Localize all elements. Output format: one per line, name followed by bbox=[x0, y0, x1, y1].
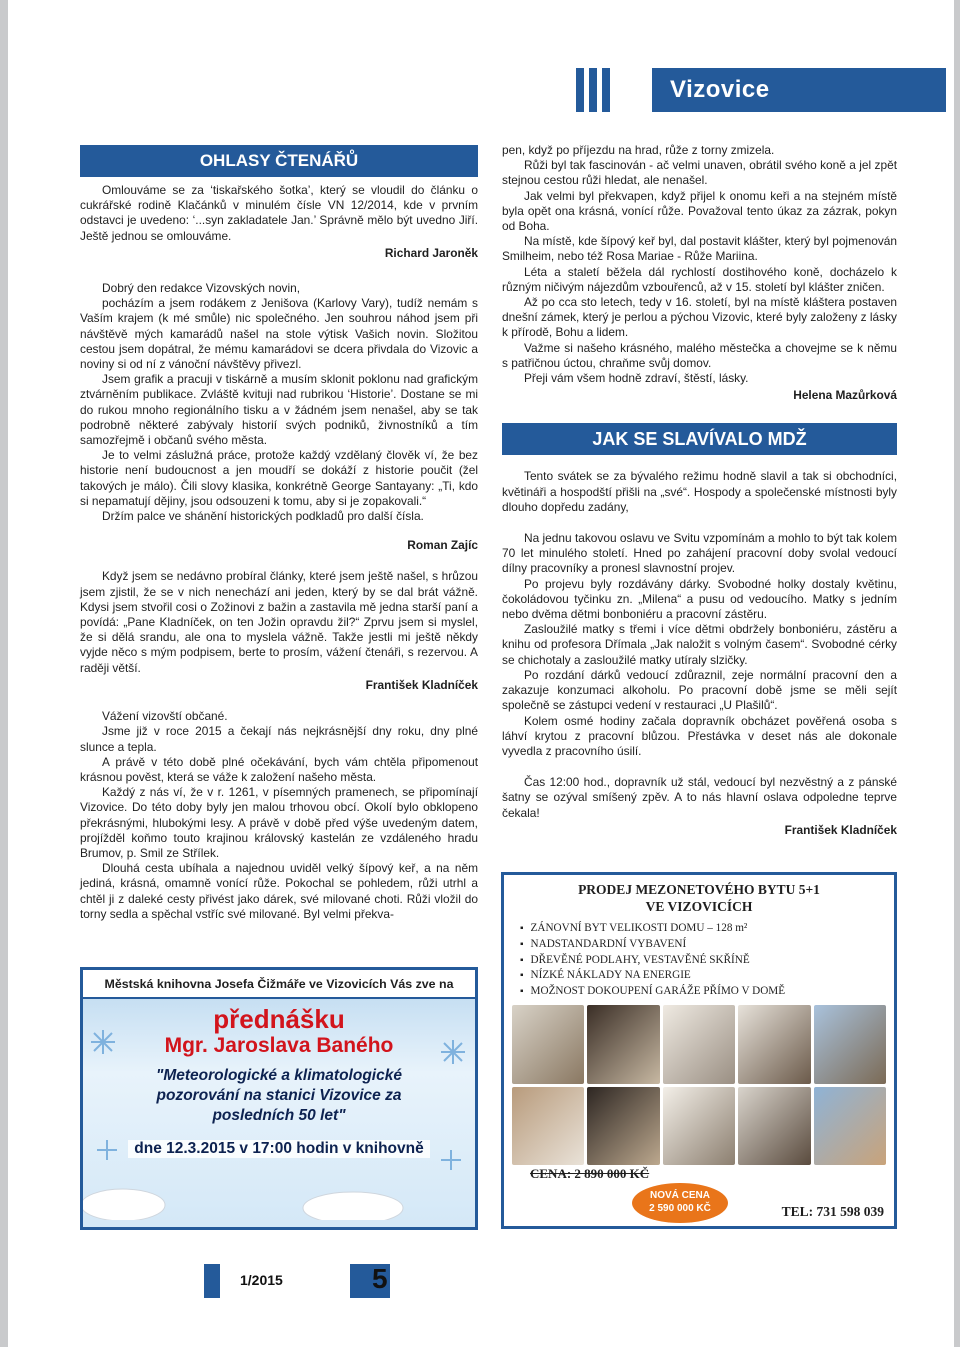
list-item: ▪ MOŽNOST DOKOUPENÍ GARÁŽE PŘÍMO V DOMĚ bbox=[520, 984, 894, 1000]
legend-paragraph: Růži byl tak fascinován - ač velmi unaven, obrátil svého koně a jel zpět stejnou cestou růži hledat, ale nenašel. bbox=[502, 158, 897, 188]
legend-paragraph: Jak velmi byl překvapen, když přijel k onomu keři a na stejném místě byla opět ona krásná, vonící růže. Považoval tento úkaz za zázrak, pokyn od Boha. bbox=[502, 188, 897, 234]
letters-paragraph: Když jsem se nedávno probíral články, které jsem ještě našel, s hrůzou jsem zjistil, že se v nich nenechází ani jeden, který by se dal brát vážně. Kdysi jsem stvořil cosi o Zožinovi z bažin a zastavila mě jedna starší paní a povídá: „Pane Kladníček, on ten Jožin opravdu žil?“ Zprvu jsem si myslel, že si dělá srandu, ale ona to myslela vážně. Takže jestli mi ještě někdy vyjde něco s mým podpisem, berte to prosím, vážení čtenáři, s rezervou. A raději větší. bbox=[80, 569, 478, 675]
letters-paragraph: Držím palce ve shánění historických podkladů pro další čísla. bbox=[102, 509, 424, 524]
header-bars bbox=[576, 68, 610, 112]
lecture-poster bbox=[80, 967, 478, 1230]
photo bbox=[587, 1087, 659, 1166]
poster-title-1: "Meteorologické a klimatologické bbox=[156, 1067, 402, 1084]
poster-line-2: Mgr. Jaroslava Baného bbox=[164, 1034, 394, 1057]
poster-invite: Městská knihovna Josefa Čižmáře ve Vizovicích Vás zve na bbox=[83, 970, 475, 999]
letters-paragraph: Dlouhá cesta ubíhala a najednou uviděl velký šípový keř, a na něm jediná, krásná, omamně vonící růže. Pokochal se pohledem, růži utrhl a chtěl ji z daleké cesty přivést jako dárek, své milované choti. Růži vložil do torny sedla a spěchal vstříc své milované. Byl velmi překva- bbox=[80, 861, 478, 921]
letters-paragraph: Omlouváme se za ‘tiskařského šotka’, který se vloudil do článku o cukrářské rodině Klačánků v minulém čísle VN 12/2014, kde v prvním odstavci je uvedeno: ‘...syn zakladatele Jan.’ Správně mělo být uvedno Jiří. Ještě jednou se omlouváme. bbox=[80, 183, 478, 243]
photo bbox=[738, 1005, 810, 1084]
new-price-value: 2 590 000 KČ bbox=[649, 1203, 711, 1214]
letters-paragraph: Je to velmi záslužná práce, protože každý vzdělaný člověk ví, že bez historie není budoucnost a jen moudří se dokáží z historie poučit (žel takových je málo). Čili slovy klasika, konkrétně George Santayany: „Ti, kdo si nepamatují dějiny, jsou odsouzeni k tomu, aby si je zopakovali.“ bbox=[80, 448, 478, 508]
legend-paragraph: Léta a staletí běžela dál rychlostí dostihového koně, docházelo k různým ničivým nájezdům vzbouřenců, až v 15. století byl klášter zničen. bbox=[502, 264, 897, 294]
mdz-paragraph: Zasloužilé matky s třemi i více dětmi obdržely bonboniéru, zástěru a knihu od profesora Dřímala „Jak naložit s volným časem“. Svobodné cérky se chichotaly a zasloužilé matky utíraly slzičky. bbox=[502, 622, 897, 667]
photo bbox=[663, 1005, 735, 1084]
photo bbox=[512, 1005, 584, 1084]
legend-paragraph: pen, když po příjezdu na hrad, růže z torny zmizela. bbox=[502, 143, 775, 157]
letters-paragraph: Vážení vizovští občané. bbox=[102, 709, 228, 724]
footer-issue bbox=[204, 1264, 390, 1298]
poster-title-2: pozorování na stanici Vizovice za bbox=[156, 1087, 402, 1104]
page-number: 5 bbox=[372, 1263, 388, 1294]
snowflake-decor bbox=[83, 1000, 475, 1220]
letters-paragraph: Dobrý den redakce Vizovských novin, bbox=[102, 281, 301, 296]
signature: František Kladníček bbox=[784, 822, 897, 837]
signature: František Kladníček bbox=[365, 677, 478, 692]
photo bbox=[512, 1087, 584, 1166]
letters-title: OHLASY ČTENÁŘŮ bbox=[80, 145, 478, 177]
signature: Roman Zajíc bbox=[407, 538, 478, 553]
legend-paragraph: Až po cca sto letech, tedy v 16. století, byl na místě kláštera postaven dnešní zámek, který je perlou a pýchou Vizovic, které byly založeny z lásky k přírodě, Bohu a lidem. bbox=[502, 295, 897, 340]
list-item: ▪ NADSTANDARDNÍ VYBAVENÍ bbox=[520, 937, 894, 953]
ad-title-1: PRODEJ MEZONETOVÉHO BYTU 5+1 bbox=[578, 882, 820, 897]
section-header: Vizovice bbox=[652, 68, 946, 112]
mdz-paragraph: Po rozdání dárků vedoucí zdůraznil, zeje normální pracovní den a zakazuje konzumaci alkoholu. Po pracovní době jsme se měli sejít společně se zástupci vedení v restauraci „U Plašilů“. bbox=[502, 667, 897, 713]
photo bbox=[814, 1005, 886, 1084]
list-item: ▪ NÍZKÉ NÁKLADY NA ENERGIE bbox=[520, 968, 894, 984]
ad-title-2: VE VIZOVICÍCH bbox=[645, 899, 753, 914]
mdz-paragraph: Na jednu takovou oslavu ve Svitu vzpomínám a mohlo to být tak kolem 70 let minulého století. Hned po zahájení pracovní doby svolal vedoucí dílny pracovníky a pronesl slavnostní projev. bbox=[502, 531, 897, 576]
right-column bbox=[502, 143, 897, 842]
photo bbox=[587, 1005, 659, 1084]
mdz-paragraph: Kolem osmé hodiny začala dopravník obcházet pověřená osoba s láhví krytou z pracovní blůzou. Přestávka v deset nás ale dokonale vyvedla z pracovního úsilí. bbox=[502, 713, 897, 758]
legend-paragraph: Přeji vám všem hodně zdraví, štěstí, lásky. bbox=[524, 371, 749, 386]
letters-paragraph: Jsme již v roce 2015 a čekají nás nejkrásnější dny roku, dny plné slunce a tepla. bbox=[80, 724, 478, 754]
mdz-paragraph: Čas 12:00 hod., dopravník už stál, vedoucí byl nezvěstný a z pánské šatny se ozýval smíšený zpěv. A to nás hlavní oslava odpoledne teprve čekala! bbox=[502, 775, 897, 820]
old-price: CENA: 2 890 000 KČ bbox=[530, 1166, 650, 1181]
poster-line-1: přednášku bbox=[213, 1004, 345, 1034]
apartment-photos bbox=[512, 1005, 886, 1165]
apartment-ad bbox=[501, 872, 897, 1229]
legend-paragraph: Važme si našeho krásného, malého městečka a chovejme se k němu s patřičnou úctou, chraňme svůj domov. bbox=[502, 340, 897, 370]
new-price-badge bbox=[632, 1183, 728, 1223]
letters-paragraph: A právě v této době plné očekávání, bych vám chtěla připomenout krásnou pověst, která se váže k založení našeho města. bbox=[80, 754, 478, 784]
new-price-label: NOVÁ CENA bbox=[649, 1190, 710, 1201]
legend-paragraph: Na místě, kde šípový keř byl, dal postavit klášter, který byl pojmenován Smilheim, nebo též Rosa Mariae - Růže Mariina. bbox=[502, 234, 897, 264]
page bbox=[8, 0, 954, 1347]
mdz-paragraph: Tento svátek se za bývalého režimu hodně slavil a tak si obchodníci, květináři a hospodští přišli na „své“. Hospody a společenské místnosti byly dlouho dopředu zadány, bbox=[502, 469, 897, 514]
photo bbox=[738, 1087, 810, 1166]
issue-number: 1/2015 bbox=[240, 1272, 283, 1288]
mdz-paragraph: Po projevu byly rozdávány dárky. Svobodné holky dostaly květinu, čokoládovou tyčinku zn. „Milena“ a pusu od vedoucího. Matky s jedním nebo dvěma dětmi bonboniéru a pracovní zástěru. bbox=[502, 576, 897, 622]
poster-title-3: posledních 50 let" bbox=[212, 1107, 346, 1124]
letters-paragraph: Jsem grafik a pracuji v tiskárně a musím sklonit poklonu nad grafickým ztvárněním publikace. Zvláště kvituji nad rubrikou ‘Historie’. Dostane se mi do rukou mnoho regionálního tisku a v žádném jsem nenašel, aby se tak podrobně některé zabývaly historií svých podniků, živnostníků a tím samozřejmě i občanů svého města. bbox=[80, 372, 478, 448]
poster-date: dne 12.3.2015 v 17:00 hodin v knihovně bbox=[128, 1140, 429, 1158]
ad-features bbox=[504, 915, 894, 1000]
ad-phone: TEL: 731 598 039 bbox=[781, 1204, 884, 1219]
photo bbox=[814, 1087, 886, 1166]
signature: Helena Mazůrková bbox=[793, 388, 897, 403]
mdz-title: JAK SE SLAVÍVALO MDŽ bbox=[502, 423, 897, 455]
list-item: ▪ ZÁNOVNÍ BYT VELIKOSTI DOMU – 128 m² bbox=[520, 921, 894, 937]
letters-paragraph: pocházím a jsem rodákem z Jenišova (Karlovy Vary), tudíž nemám s Vaším krajem (k mé smůle) nic společného. Jen souhrou náhod jsem při návštěvě mých kamarádů našel na stole výtisk Vašich novin. Složitou cestou jsem dopátral, že mému kamarádovi se dcera přivdala do Vizovic a noviny si od ní z vánoční návštěvy přivezl. bbox=[80, 296, 478, 372]
signature: Richard Jaroněk bbox=[384, 245, 478, 260]
list-item: ▪ DŘEVĚNÉ PODLAHY, VESTAVĚNÉ SKŘÍNĚ bbox=[520, 953, 894, 969]
letters-paragraph: Každý z nás ví, že v r. 1261, v písemných pramenech, se připomínají Vizovice. Do této doby byly jen malou trhovou obcí. Okolí bylo obklopeno překrásnými, hlubokými lesy. A právě v době před výše uvedeným datem, projížděl koňmo touto krajinou královský kastelán ze vzdáleného hradu Brumov, p. Smil ze Střílek. bbox=[80, 785, 478, 860]
letters-column bbox=[80, 145, 478, 922]
photo bbox=[663, 1087, 735, 1166]
